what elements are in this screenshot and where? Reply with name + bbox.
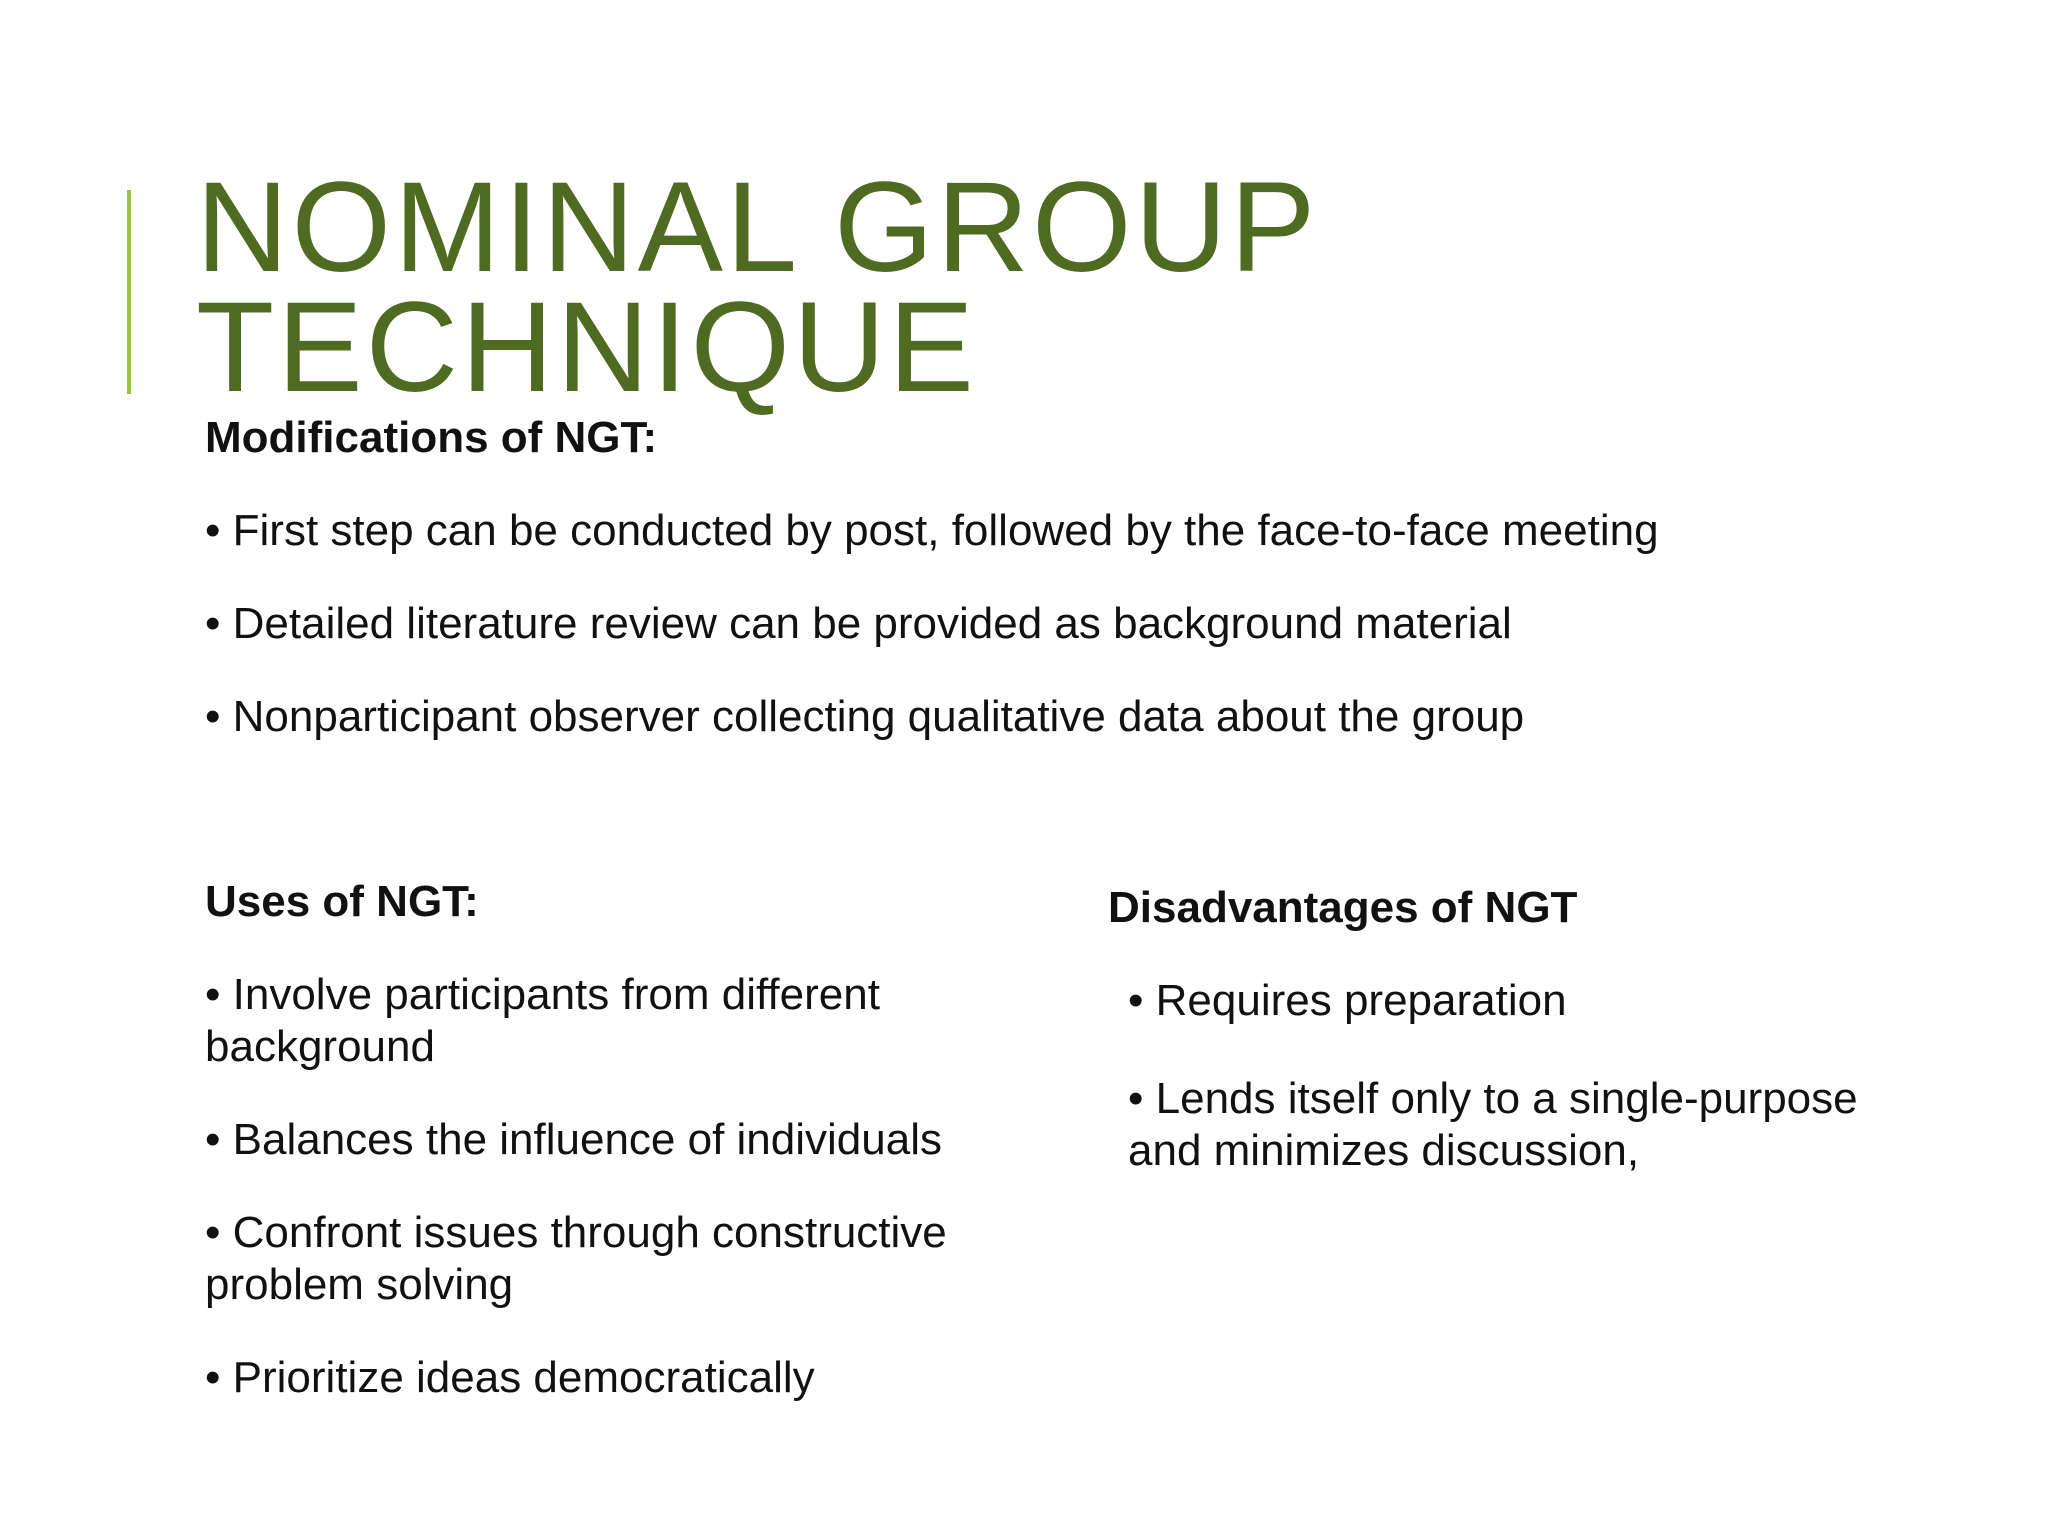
bullet-icon: • (205, 692, 221, 741)
slide-title-line-2: TECHNIQUE (196, 276, 977, 419)
disadvantages-heading: Disadvantages of NGT (1108, 883, 1578, 932)
disadvantages-item-2: • Lends itself only to a single-purpose and minimizes discussion, (1128, 1074, 1858, 1175)
modifications-item-1: • First step can be conducted by post, followed by the face-to-face meeting (205, 506, 1659, 555)
uses-item-2: • Balances the influence of individuals (205, 1115, 942, 1164)
modifications-item-3: • Nonparticipant observer collecting qualitative data about the group (205, 692, 1525, 741)
modifications-item-2: • Detailed literature review can be provided as background material (205, 599, 1512, 648)
bullet-icon: • (205, 1208, 221, 1257)
bullet-icon: • (205, 1353, 221, 1402)
slide-title-line-1: NOMINAL GROUP (196, 156, 1319, 299)
slide-title (196, 156, 1319, 419)
uses-item-4: • Prioritize ideas democratically (205, 1353, 815, 1402)
disadvantages-item-1: • Requires preparation (1128, 976, 1567, 1025)
title-accent-bar (127, 190, 131, 394)
uses-item-3: • Confront issues through constructive problem solving (205, 1208, 947, 1309)
uses-item-1: • Involve participants from different background (205, 970, 880, 1071)
bullet-icon: • (205, 506, 221, 555)
modifications-heading: Modifications of NGT: (205, 413, 658, 462)
uses-heading: Uses of NGT: (205, 877, 479, 926)
bullet-icon: • (205, 970, 221, 1019)
bullet-icon: • (205, 1115, 221, 1164)
bullet-icon: • (1128, 1074, 1144, 1123)
bullet-icon: • (205, 599, 221, 648)
bullet-icon: • (1128, 976, 1144, 1025)
